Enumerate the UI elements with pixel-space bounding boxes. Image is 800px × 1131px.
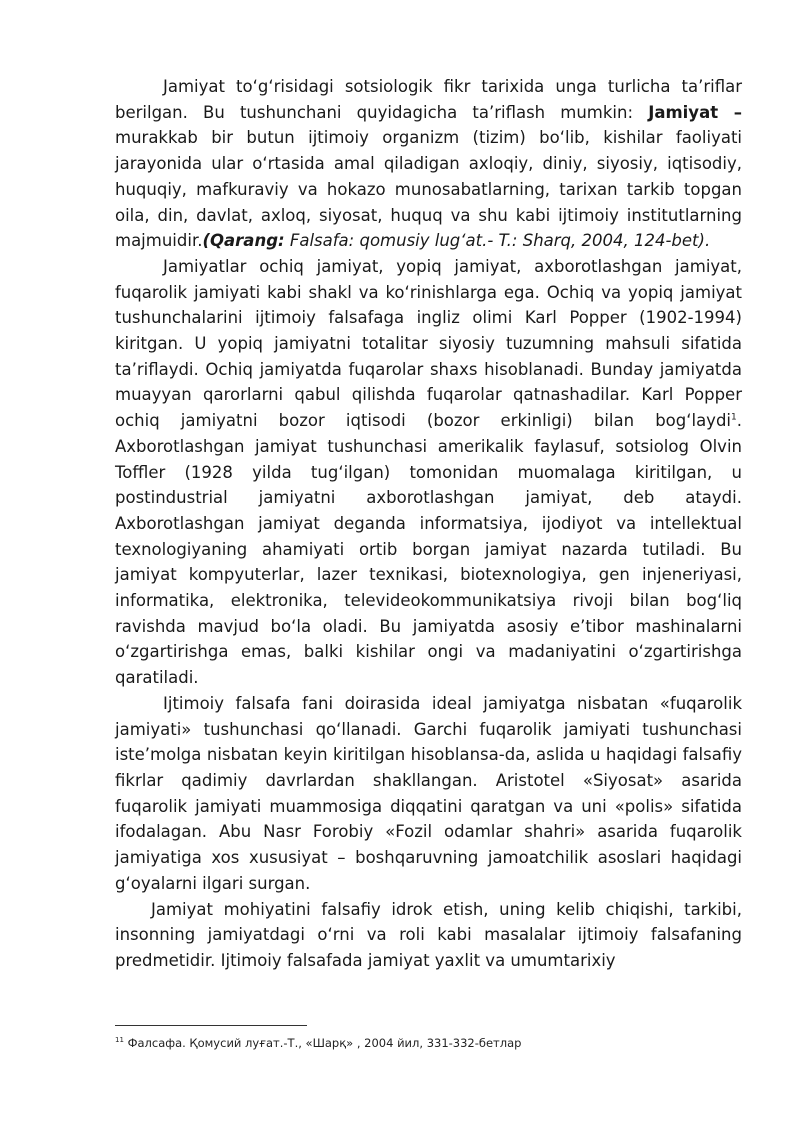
footnote-reference[interactable]: 1 xyxy=(731,412,737,423)
paragraph-text-continued: . Axborotlashgan jamiyat tushunchasi amerikalik faylasuf, sotsiolog Olvin Toffler (1928 yilda tug‘ilgan) tomonidan muomalaga kiritilgan, u postindustrial jamiyatni axborotlashgan jamiyat, deb ataydi. Axborotlashgan jamiyat deganda informatsiya, ijodiyot va intellektual texnologiyaning ahamiyati ortib borgan jamiyat nazarda tutiladi. Bu jamiyat kompyuterlar, lazer texnikasi, biotexnologiya, gen injeneriyasi, informatika, elektronika, televideokommunikatsiya rivoji bilan bog‘liq ravishda mavjud bo‘la oladi. Bu jamiyatda asosiy e’tibor mashinalarni o‘zgartirishga emas, balki kishilar ongi va madaniyatini o‘zgartirishga qaratiladi. xyxy=(115,411,742,688)
footnote-marker: 11 xyxy=(115,1036,124,1045)
footnote-text: Фалсафа. Қомусий луғат.-Т., «Шарқ» , 2004 йил, 331-332-бетлар xyxy=(123,1036,522,1050)
paragraph-text: Jamiyat to‘g‘risidagi sotsiologik fikr tarixida unga turlicha ta’riflar berilgan. Bu tushunchani quyidagicha ta’riflash mumkin: xyxy=(115,77,742,122)
paragraph-society-definition xyxy=(115,74,742,254)
paragraph-society-types xyxy=(115,254,742,691)
footnote-separator xyxy=(115,1025,307,1026)
citation-lead: (Qarang: xyxy=(202,231,285,251)
citation xyxy=(202,231,710,250)
paragraph-social-philosophy-subject: Jamiyat mohiyatini falsafiy idrok etish, uning kelib chiqishi, tarkibi, insonning jamiyatdagi o‘rni va roli kabi masalalar ijtimoiy falsafaning predmetidir. Ijtimoiy falsafada jamiyat yaxlit va umumtarixiy xyxy=(115,899,742,970)
document-body xyxy=(115,74,742,974)
citation-source: Falsafa: qomusiy lug‘at.- T.: Sharq, 2004, 124-bet). xyxy=(284,231,711,251)
definition-text: murakkab bir butun ijtimoiy organizm (tizim) bo‘lib, kishilar faoliyati jarayonida ular o‘rtasida amal qiladigan axloqiy, diniy, siyosiy, iqtisodiy, huquqiy, mafkuraviy va hokazo munosabatlarning, tarixan tarkib topgan oila, din, davlat, axloq, siyosat, huquq va shu kabi ijtimoiy institutlarning majmuidir. xyxy=(115,128,742,251)
term-jamiyat: Jamiyat – xyxy=(648,102,742,122)
paragraph-civil-society: Ijtimoiy falsafa fani doirasida ideal jamiyatga nisbatan «fuqarolik jamiyati» tushunchasi qo‘llanadi. Garchi fuqarolik jamiyati tushunchasi iste’molga nisbatan keyin kiritilgan hisoblansa-da, aslida u haqidagi falsafiy fikrlar qadimiy davrlardan shakllangan. Aristotel «Siyosat» asarida fuqarolik jamiyati muammosiga diqqatini qaratgan va uni «polis» sifatida ifodalagan. Abu Nasr Forobiy «Fozil odamlar shahri» asarida fuqarolik jamiyatiga xos xususiyat – boshqaruvning jamoatchilik asoslari haqidagi g‘oyalarni ilgari surgan. xyxy=(115,693,742,893)
footnote xyxy=(115,1036,521,1050)
paragraph-text: Jamiyatlar ochiq jamiyat, yopiq jamiyat, axborotlashgan jamiyat, fuqarolik jamiyati kabi shakl va ko‘rinishlarga ega. Ochiq va yopiq jamiyat tushunchalarini ijtimoiy falsafaga ingliz olimi Karl Popper (1902-1994) kiritgan. U yopiq jamiyatni totalitar siyosiy tuzumning mahsuli sifatida ta’riflaydi. Ochiq jamiyatda fuqarolar shaxs hisoblanadi. Bunday jamiyatda muayyan qarorlarni qabul qilishda fuqarolar qatnashadilar. Karl Popper ochiq jamiyatni bozor iqtisodi (bozor erkinligi) bilan bog‘laydi xyxy=(115,256,742,431)
